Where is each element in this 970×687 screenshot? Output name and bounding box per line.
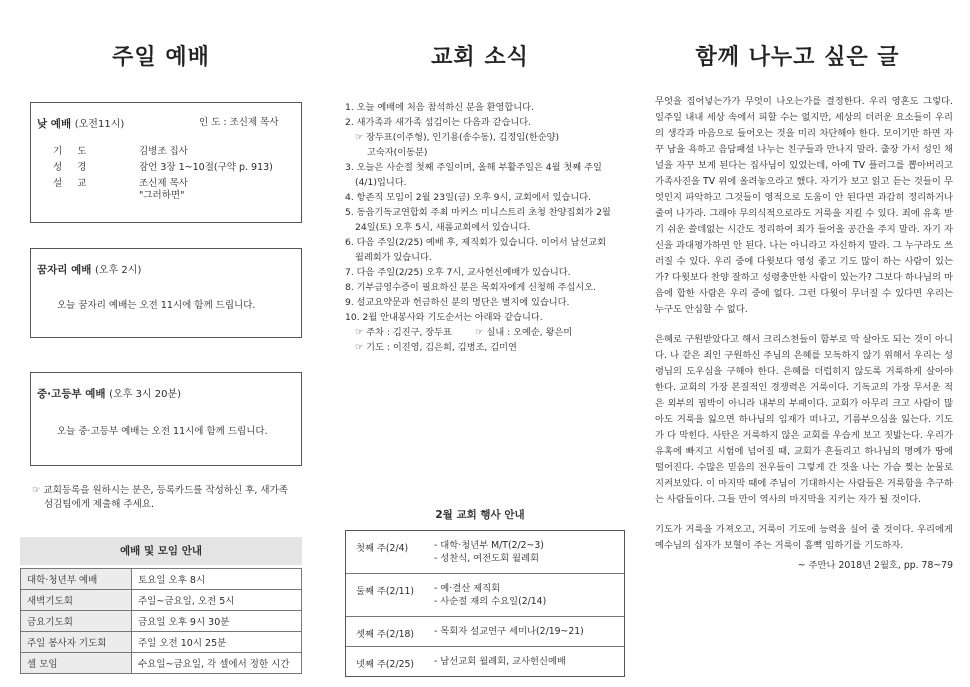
table-row: 대학·청년부 예배 토요일 오후 8시 — [21, 569, 302, 590]
table-row: 셀 모임 수요일~금요일, 각 셀에서 정한 시간 — [21, 653, 302, 674]
essay-body — [655, 94, 953, 574]
youth-worship-text: 오늘 중·고등부 예배는 오전 11시에 함께 드립니다. — [57, 426, 268, 437]
table-row: 새벽기도회 주일~금요일, 오전 5시 — [21, 590, 302, 611]
worship-row-prayer: 기 도 김병조 집사 — [53, 146, 188, 157]
event-row: 셋째 주(2/18) - 목회자 설교연구 세미나(2/19~21) — [346, 617, 624, 647]
news-heading: 교회 소식 — [431, 45, 529, 70]
essay-source: ~ 주만나 2018년 2월호, pp. 78~79 — [797, 560, 953, 571]
news-item: 8. 기부금영수증이 필요하신 분은 목회자에게 신청해 주십시오. — [345, 282, 597, 293]
youth-worship-title: 중·고등부 예배 (오후 3시 20분) — [37, 388, 182, 400]
news-list — [345, 100, 630, 355]
news-item: (4/1)입니다. — [355, 177, 407, 188]
sermon-title: "그러하면" — [139, 190, 185, 201]
event-row: 둘째 주(2/11) - 예·결산 제직회 - 사순절 재의 수요일(2/14) — [346, 574, 624, 617]
news-item: ☞ 기도 : 이진영, 김은희, 김병조, 김미연 — [355, 342, 517, 353]
news-item: 10. 2월 안내봉사와 기도순서는 아래와 같습니다. — [345, 312, 543, 323]
dream-worship-text: 오늘 꿈자리 예배는 오전 11시에 함께 드립니다. — [57, 300, 256, 311]
noon-worship-title: 낮 예배 (오전11시) — [37, 118, 125, 130]
schedule-table — [20, 568, 302, 674]
dream-worship-box — [30, 248, 302, 338]
news-item: 6. 다음 주일(2/25) 예배 후, 제직회가 있습니다. 이어서 남선교회 — [345, 237, 607, 248]
news-item: ☞ 장두표(이주형), 인기용(송수동), 김정임(한순양) — [355, 132, 560, 143]
news-item: 5. 동읍기독교연합회 주최 마커스 미니스트리 초청 찬양집회가 2월 — [345, 207, 611, 218]
essay-heading: 함께 나누고 싶은 글 — [695, 45, 900, 70]
news-item: 7. 다음 주일(2/25) 오후 7시, 교사헌신예배가 있습니다. — [345, 267, 571, 278]
news-item: 고숙자(이동분) — [367, 147, 428, 158]
event-row: 넷째 주(2/25) - 남선교회 월례회, 교사헌신예배 — [356, 656, 566, 670]
news-item: 3. 오늘은 사순절 첫째 주일이며, 올해 부활주일은 4월 첫째 주일 — [345, 162, 602, 173]
essay-paragraph: 기도가 거룩을 가져오고, 거룩이 기도에 능력을 실어 줄 것이다. 우리에게 예수님의 십자가 보혈이 주는 거룩이 흠뻑 임하기를 기도하자. — [655, 524, 953, 551]
table-row: 금요기도회 금요일 오후 9시 30분 — [21, 611, 302, 632]
registration-note: ☞ 교회등록을 원하시는 분은, 등록카드를 작성하신 후, 새가족 섬김팀에게 제출해 주세요. — [32, 485, 288, 510]
essay-paragraph: 무엇을 집어넣는가가 무엇이 나오는가를 결정한다. 우리 영혼도 그렇다. 일주일 내내 세상 속에서 피할 수는 없지만, 세상의 더러운 요소들이 우리의 생각과 마음으로 들어오는 것을 미리 차단해야 한다. 모이기만 하면 자꾸 남을 욕하고 음담패설 나누는 친구들과 만나지 말라. 출장 가서 성인 채널을 자꾸 보게 된다는 집사님이 있었는데, 아예 TV 플러그를 뽑아버리고 가족사진을 TV 위에 올려놓으라고 했다. 자기가 보고 읽고 듣는 것들이 무엇인지 파악하고 그것들이 영적으로 도움이 안 된다면 과감히 정리하거나 줄여 나가라. 그래야 무의식적으로라도 거룩을 지킬 수 있다. 죄에 유혹 받기 쉬운 쓸데없는 시간도 정리하여 죄가 들어올 공간을 주지 말라. 자기 자신을 과대평가하면 안 된다. 나는 아니라고 자신하지 말라. 그 누구라도 쓰러질 수 있다. 우리 중에 다윗보다 영성 좋고 기도 많이 하는 사람이 있는가? 다윗보다 찬양 잘하고 성령충만한 사람이 있는가? 그보다 하나님의 마음에 합한 사람은 우리 중에 없다. 그런 다윗이 무너질 수 있다면 우리는 누구도 안심할 수 없다. — [655, 96, 953, 315]
event-row: 첫째 주(2/4) - 대학·청년부 M/T(2/2~3) - 성찬식, 여전도회 월례회 — [346, 531, 624, 574]
worship-row-scripture: 성 경 잠언 3장 1~10절(구약 p. 913) — [53, 162, 273, 173]
events-table — [345, 530, 625, 677]
schedule-title: 예배 및 모임 안내 — [20, 537, 302, 565]
events-title: 2월 교회 행사 안내 — [435, 509, 525, 521]
news-item: ☞ 주차 : 김진구, 장두표 ☞ 실내 : 오예순, 왕은미 — [355, 327, 573, 338]
essay-paragraph: 은혜로 구원받았다고 해서 크리스천들이 함부로 막 살아도 되는 것이 아니다. 나 같은 죄인 구원하신 주님의 은혜를 모독하지 않기 위해서 우리는 성령님의 도우심을 구해야 한다. 은혜를 더럽히지 않도록 거룩하게 살아야 한다. 교회의 가장 본질적인 경쟁력은 거룩이다. 기독교의 가장 무서운 적은 외부의 핍박이 아니라 내부의 부패이다. 교회가 아무리 크고 사람이 많아도 거룩을 잃으면 하나님의 임재가 떠나고, 기름부으심을 잃는다. 기도가 다 막힌다. 사탄은 거룩하지 않은 교회를 우습게 보고 짓밟는다. 우리가 유혹에 빠지고 시험에 넘어질 때, 교회가 흔들리고 하나님의 명예가 땅에 떨어진다. 수많은 믿음의 전우들이 그렇게 간 것을 나는 가슴 찢는 눈물로 지켜보았다. 이 마지막 때에 주님이 기대하시는 사람들은 거룩함을 추구하는 사람들이다. 그들 만이 역사의 마지막을 지키는 자가 될 것이다. — [655, 334, 953, 505]
noon-worship-box — [30, 102, 302, 223]
dream-worship-title: 꿈자리 예배 (오후 2시) — [37, 264, 142, 276]
news-item: 9. 설교요약문과 헌금하신 분의 명단은 별지에 있습니다. — [345, 297, 570, 308]
news-item: 1. 오늘 예배에 처음 참석하신 분을 환영합니다. — [345, 102, 534, 113]
table-row: 주일 봉사자 기도회 주일 오전 10시 25분 — [21, 632, 302, 653]
news-item: 월례회가 있습니다. — [355, 252, 432, 263]
youth-worship-box — [30, 372, 302, 466]
worship-heading: 주일 예배 — [112, 45, 210, 70]
news-item: 4. 항존직 모임이 2월 23일(금) 오후 9시, 교회에서 있습니다. — [345, 192, 592, 203]
noon-worship-leader: 인 도 : 조신제 목사 — [199, 117, 279, 128]
news-item: 24일(토) 오후 5시, 새롬교회에서 있습니다. — [355, 222, 531, 233]
news-item: 2. 새가족과 새가족 섬김이는 다음과 같습니다. — [345, 117, 532, 128]
worship-row-sermon: 설 교 조신제 목사 — [53, 178, 188, 189]
